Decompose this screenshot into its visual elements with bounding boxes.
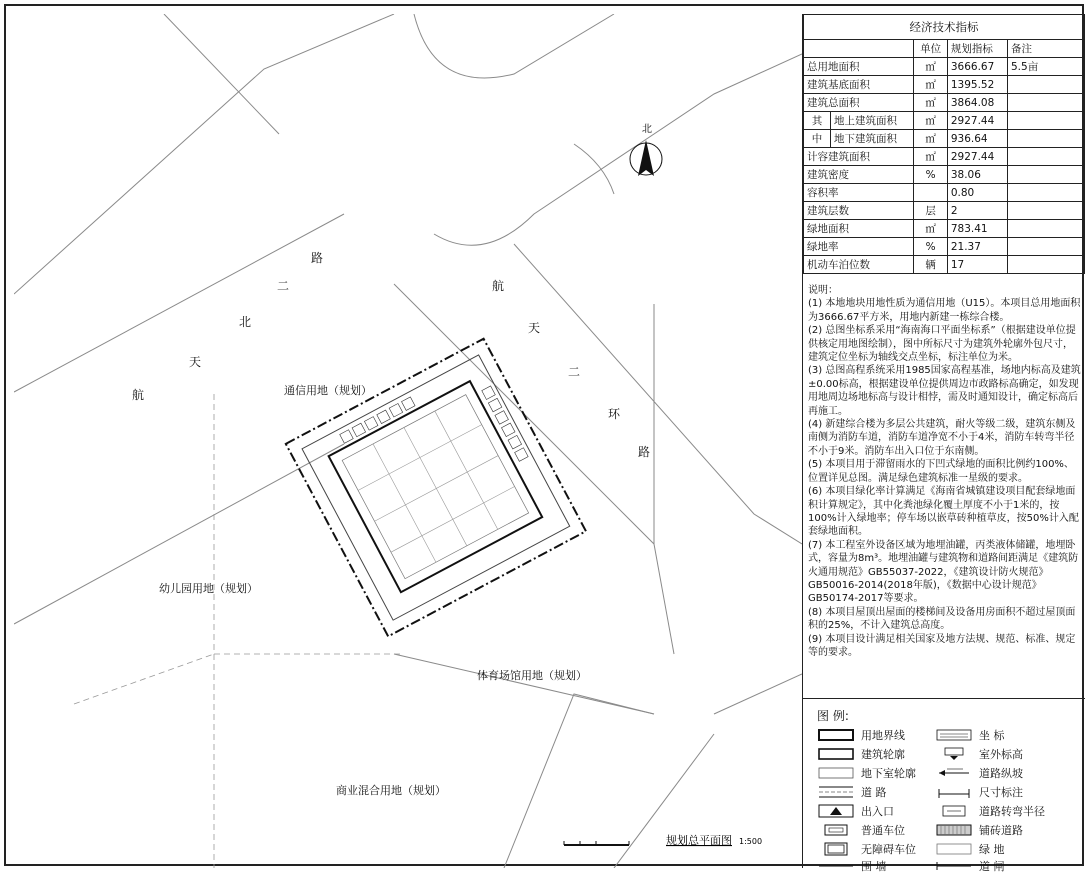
legend-item <box>935 727 1005 743</box>
row-name: 绿地率 <box>804 238 914 256</box>
road-name-char: 航 <box>492 279 505 293</box>
legend-item <box>817 858 887 874</box>
legend-label: 道 路 <box>861 786 887 799</box>
row-group: 其 <box>804 112 831 130</box>
road-name-char: 二 <box>277 279 290 293</box>
paved-road-icon <box>935 823 973 837</box>
legend-label: 尺寸标注 <box>979 786 1023 799</box>
row-unit: ㎡ <box>914 148 947 166</box>
table-row <box>804 202 1085 220</box>
legend-label: 用地界线 <box>861 729 905 742</box>
row-name: 建筑密度 <box>804 166 914 184</box>
drawing-title: 规划总平面图 <box>666 834 732 847</box>
legend-item <box>817 746 905 762</box>
table-header-cell: 单位 <box>914 40 947 58</box>
table-row <box>804 112 1085 130</box>
accessible-parking-icon <box>817 842 855 856</box>
row-unit: ㎡ <box>914 76 947 94</box>
note-item: (8) 本项目屋顶出屋面的楼梯间及设备用房面积不超过屋顶面积的25%，不计入建筑总高度。 <box>808 606 1076 632</box>
legend-item <box>817 803 894 819</box>
row-note <box>1008 148 1085 166</box>
road-name-char: 北 <box>239 315 252 329</box>
notes-title: 说明： <box>808 285 838 296</box>
legend-item <box>817 784 887 800</box>
note-item: (3) 总图高程系统采用1985国家高程基准，场地内标高及建筑±0.00标高，根据建设单位提供周边市政路标高确定，如发现用地周边场地标高与设计相悖，需及时通知设计，确定标高后再施工。 <box>808 365 1081 417</box>
row-name: 建筑总面积 <box>804 94 914 112</box>
road-name-char: 二 <box>568 365 581 379</box>
road-edges <box>14 14 802 868</box>
legend-label: 道 闸 <box>979 860 1005 873</box>
table-title: 经济技术指标 <box>804 15 1085 40</box>
table-row <box>804 238 1085 256</box>
legend-label: 铺砖道路 <box>979 824 1023 837</box>
north-label: 北 <box>642 124 652 135</box>
design-notes <box>803 284 1085 659</box>
legend-label: 建筑轮廓 <box>861 748 905 761</box>
row-name: 机动车泊位数 <box>804 256 914 274</box>
road-name-char: 路 <box>638 445 651 459</box>
barrier-gate-icon <box>935 859 973 873</box>
legend-label: 围 墙 <box>861 860 887 873</box>
legend-label: 普通车位 <box>861 824 905 837</box>
road-name-char: 航 <box>132 388 145 402</box>
table-row <box>804 94 1085 112</box>
legend-item <box>935 803 1045 819</box>
legend-label: 道路转弯半径 <box>979 805 1045 818</box>
row-unit: ㎡ <box>914 130 947 148</box>
row-unit: ㎡ <box>914 94 947 112</box>
row-note <box>1008 202 1085 220</box>
turn-radius-icon <box>935 804 973 818</box>
row-unit: ㎡ <box>914 58 947 76</box>
legend-title: 图 例: <box>817 709 849 723</box>
parcel-label-telecom: 通信用地（规划） <box>284 384 372 397</box>
legend-item <box>935 784 1023 800</box>
row-value: 2927.44 <box>947 112 1007 130</box>
parcel-label-kindergarten: 幼儿园用地（规划） <box>159 582 258 595</box>
row-note <box>1008 256 1085 274</box>
legend-label: 道路纵坡 <box>979 767 1023 780</box>
road-name-char: 天 <box>189 355 202 369</box>
row-name: 总用地面积 <box>804 58 914 76</box>
road-name-char: 路 <box>311 251 324 265</box>
row-value: 1395.52 <box>947 76 1007 94</box>
row-note <box>1008 220 1085 238</box>
legend-label: 绿 地 <box>979 843 1005 856</box>
table-row <box>804 184 1085 202</box>
row-note <box>1008 130 1085 148</box>
legend-item <box>935 746 1023 762</box>
row-name: 计容建筑面积 <box>804 148 914 166</box>
row-note: 5.5亩 <box>1008 58 1085 76</box>
table-header-cell: 备注 <box>1008 40 1085 58</box>
note-item: (5) 本项目用于滞留雨水的下凹式绿地的面积比例约100%、位置详见总图。满足绿色建筑标准一星级的要求。 <box>808 459 1074 484</box>
parcel-label-commercial: 商业混合用地（规划） <box>336 784 446 797</box>
parcel-label-sports: 体育场馆用地（规划） <box>477 669 587 682</box>
row-unit: % <box>914 166 947 184</box>
legend-label: 出入口 <box>861 805 894 818</box>
note-item: (1) 本地地块用地性质为通信用地（U15）。本项目总用地面积为3666.67平方米，用地内新建一栋综合楼。 <box>808 298 1081 323</box>
road-name-char: 天 <box>528 321 541 335</box>
row-value: 21.37 <box>947 238 1007 256</box>
row-value: 38.06 <box>947 166 1007 184</box>
legend-item <box>935 858 1005 874</box>
row-note <box>1008 184 1085 202</box>
row-unit: 辆 <box>914 256 947 274</box>
note-item: (6) 本项目绿化率计算满足《海南省城镇建设项目配套绿地面积计算规定》，其中化粪池绿化覆土厚度不小于1米的，按100%计入绿地率；停车场以嵌草砖种植草皮，按50%计入配套绿地面积。 <box>808 486 1079 538</box>
legend-item <box>935 841 1005 857</box>
site-boundary-icon <box>817 728 855 742</box>
legend <box>803 698 1085 873</box>
legend-item <box>817 765 916 781</box>
row-name: 容积率 <box>804 184 914 202</box>
row-unit <box>914 184 947 202</box>
parking-icon <box>817 823 855 837</box>
table-row <box>804 166 1085 184</box>
row-value: 3666.67 <box>947 58 1007 76</box>
green-space-icon <box>935 842 973 856</box>
row-name: 建筑层数 <box>804 202 914 220</box>
scale-bar <box>564 841 629 845</box>
note-item: (7) 本工程室外设备区域为地埋油罐，丙类液体储罐，地埋卧式，容量为8m³。地埋油罐与建筑物和道路间距满足《建筑防火通用规范》GB55037-2022，《建筑设计防火规范》GB50016-2014(2018年版)，《数据中心设计规范》GB50174-2017等要求。 <box>808 539 1079 605</box>
coordinate-icon <box>935 728 973 742</box>
legend-label: 无障碍车位 <box>861 843 916 856</box>
outdoor-elevation-icon <box>935 747 973 761</box>
note-item: (9) 本项目设计满足相关国家及地方法规、规范、标准、规定等的要求。 <box>808 633 1076 658</box>
table-row <box>804 76 1085 94</box>
legend-item <box>935 822 1023 838</box>
row-unit: % <box>914 238 947 256</box>
row-name: 绿地面积 <box>804 220 914 238</box>
legend-item <box>817 822 905 838</box>
north-arrow-icon <box>630 123 662 176</box>
row-group: 中 <box>804 130 831 148</box>
basement-outline-icon <box>817 766 855 780</box>
info-panel <box>802 14 1086 873</box>
site-plan <box>14 14 802 868</box>
row-unit: 层 <box>914 202 947 220</box>
row-value: 936.64 <box>947 130 1007 148</box>
row-value: 783.41 <box>947 220 1007 238</box>
economic-indicators-table <box>803 14 1085 274</box>
entrance-icon <box>817 804 855 818</box>
table-row <box>804 58 1085 76</box>
row-value: 0.80 <box>947 184 1007 202</box>
wall-icon <box>817 859 855 873</box>
row-note <box>1008 94 1085 112</box>
note-item: (4) 新建综合楼为多层公共建筑，耐火等级二级，建筑东侧及南侧为消防车道，消防车道净宽不小于4米，消防车转弯半径不小于9米。消防车出入口位于东南侧。 <box>808 419 1076 457</box>
table-header-cell <box>804 40 914 58</box>
row-note <box>1008 112 1085 130</box>
row-value: 2 <box>947 202 1007 220</box>
legend-item <box>817 841 916 857</box>
row-note <box>1008 166 1085 184</box>
table-header-row <box>804 40 1085 58</box>
table-row <box>804 220 1085 238</box>
row-value: 17 <box>947 256 1007 274</box>
legend-item <box>935 765 1023 781</box>
drawing-scale: 1:500 <box>739 837 763 846</box>
road-name-char: 环 <box>608 407 621 421</box>
legend-label: 地下室轮廓 <box>861 767 916 780</box>
road-icon <box>817 785 855 799</box>
table-row <box>804 256 1085 274</box>
row-value: 2927.44 <box>947 148 1007 166</box>
legend-label: 坐 标 <box>979 729 1005 742</box>
row-unit: ㎡ <box>914 220 947 238</box>
road-slope-icon <box>935 766 973 780</box>
row-name: 地下建筑面积 <box>831 130 914 148</box>
row-name: 建筑基底面积 <box>804 76 914 94</box>
row-name: 地上建筑面积 <box>831 112 914 130</box>
table-row <box>804 130 1085 148</box>
legend-item <box>817 727 905 743</box>
row-value: 3864.08 <box>947 94 1007 112</box>
table-row <box>804 148 1085 166</box>
building-outline-icon <box>817 747 855 761</box>
note-item: (2) 总图坐标系采用“海南海口平面坐标系”（根据建设单位提供核定用地图绘制），图中所标尺寸为建筑外轮廓外包尺寸，建筑定位坐标为轴线交点坐标，标注单位为米。 <box>808 325 1076 364</box>
row-unit: ㎡ <box>914 112 947 130</box>
table-header-cell: 规划指标 <box>947 40 1007 58</box>
drawing-sheet <box>4 4 1084 873</box>
row-note <box>1008 238 1085 256</box>
dimension-icon <box>935 785 973 799</box>
site-plan-drawing <box>14 14 802 868</box>
row-note <box>1008 76 1085 94</box>
legend-label: 室外标高 <box>979 748 1023 761</box>
